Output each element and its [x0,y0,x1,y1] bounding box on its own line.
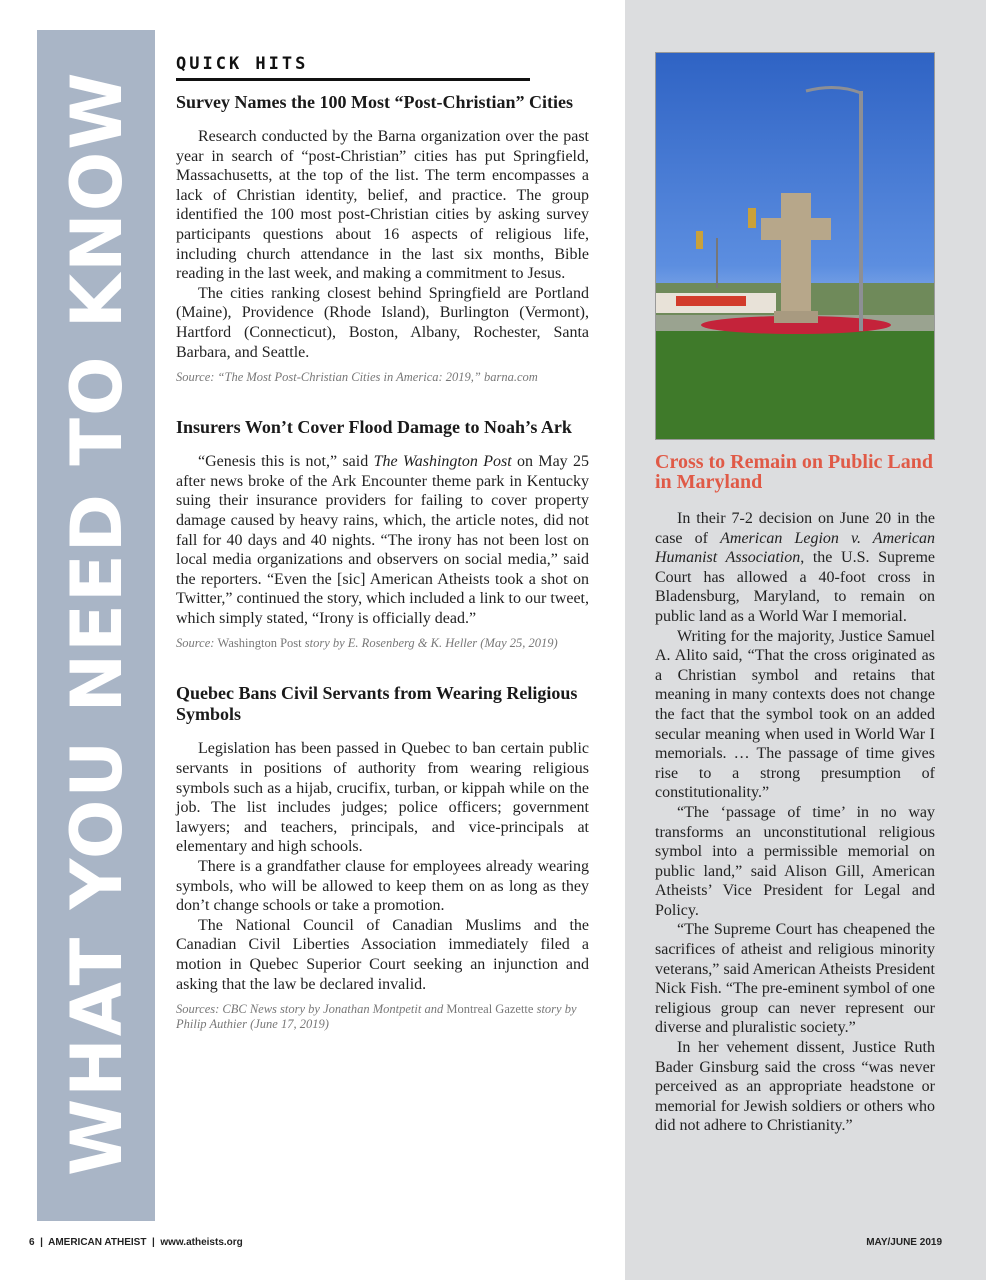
paragraph: “The Supreme Court has cheapened the sacrifices of atheist and religious minority veterans,” said American Atheists President Nick Fish. “The pre-eminent symbol of one religious group can never represent our diverse and pluralistic society.” [655,921,935,1037]
section-rule [176,78,530,81]
sidebar-title: WHAT YOU NEED TO KNOW [56,70,138,1176]
bladensburg-cross-photo [655,52,935,440]
publication: Montreal Gazette [446,1002,534,1017]
paragraph: Writing for the majority, Justice Samuel A. Alito said, “That the cross originated as a Christian symbol and retains that meaning in many contexts does not change the fact that the symbol took on an added secular meaning when used in World War I memorials. … The passage of time gives rise to a strong presumption of constitutionality.” [655,627,935,802]
paragraph: Research conducted by the Barna organization over the past year in search of “post-Christian” cities has put Springfield, Massachusetts, at the top of the list. The term encompasses a lack of Christian identity, belief, and practice. The group identified the 100 most post-Christian cities by asking survey participants questions about 16 aspects of religious life, including church attendance in the last six months, Bible reading in the last week, and making a commitment to Jesus. [176,128,589,283]
paragraph [655,509,935,627]
source [176,636,589,651]
article-title: Cross to Remain on Public Land in Maryland [655,451,934,493]
text: Source: [176,636,218,651]
article-quebec [176,683,589,1032]
paragraph: The cities ranking closest behind Springfield are Portland (Maine), Providence (Rhode Island), Burlington (Vermont), Hartford (Connecticut), Boston, Albany, Rochester, Santa Barbara, and Seattle. [176,284,589,361]
text: story by E. Rosenberg & K. Heller (May 25, 2019) [301,636,558,651]
section-title: QUICK HITS [176,54,309,74]
text: Sources: CBC News story by Jonathan Montpetit and [176,1002,447,1017]
footer-date: MAY/JUNE 2019 [866,1237,942,1248]
publication: Washington Post [217,636,302,651]
text: In their 7-2 decision on June 20 in the case of [655,510,935,547]
source: Source: “The Most Post-Christian Cities in America: 2019,” barna.com [176,370,538,385]
case-name: American Legion v. American Humanist Association [655,529,935,567]
text: on May 25 after news broke of the Ark Encounter theme park in Kentucky suing their insurance providers for failing to cover property damage caused by heavy rains, which, the article notes, did not fall for 40 days and 40 nights. “The irony has not been lost on local media organizations and observers on social media,” said the reporters. “Even the [sic] American Atheists took a shot on Twitter,” continued the story, which included a link to our tweet, which simply stated, “Irony is officially dead.” [176,453,590,627]
paragraph: The National Council of Canadian Muslims and the Canadian Civil Liberties Association immediately filed a motion in Quebec Superior Court seeking an injunction and asking that the law be declared invalid. [176,916,589,993]
paragraph: Legislation has been passed in Quebec to ban certain public servants in positions of authority from wearing religious symbols such as a hijab, crucifix, turban, or kippah while on the job. The list includes judges; police officers; government lawyers; and teachers, principals, and vice-principals at elementary and high schools. [176,740,589,856]
source [176,1002,589,1032]
article-title: Survey Names the 100 Most “Post-Christian” Cities [176,92,573,112]
paragraph [176,452,589,628]
article-title: Insurers Won’t Cover Flood Damage to Noah’s Ark [176,417,572,438]
left-column [176,92,589,1064]
article-post-christian [176,92,589,385]
publication: The Washington Post [373,453,512,471]
article-title: Quebec Bans Civil Servants from Wearing Religious Symbols [176,683,578,725]
text: story by Philip Authier (June 17, 2019) [176,1002,577,1032]
footer-left: 6 | AMERICAN ATHEIST | www.atheists.org [29,1237,243,1248]
paragraph: There is a grandfather clause for employees already wearing symbols, who will be allowed to keep them on as long as they don’t change schools or take a promotion. [176,858,589,915]
text: , the U.S. Supreme Court has allowed a 40-foot cross in Bladensburg, Maryland, to remain on public land as a World War I memorial. [655,549,935,625]
article-noahs-ark [176,417,589,651]
paragraph: In her vehement dissent, Justice Ruth Bader Ginsburg said the cross “was never perceived as an appropriate headstone or memorial for Jewish soldiers or others who did not adhere to Christianity.” [655,1039,935,1135]
paragraph: “The ‘passage of time’ in no way transforms an unconstitutional religious symbol into a permissible memorial on public land,” said Alison Gill, American Atheists’ Vice President for Legal and Policy. [655,803,935,919]
text: “Genesis this is not,” said [198,453,374,471]
article-cross-maryland [655,452,935,1136]
